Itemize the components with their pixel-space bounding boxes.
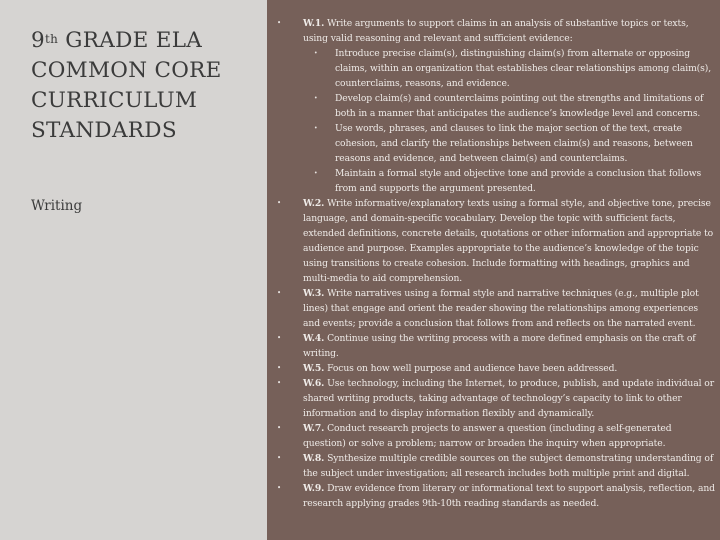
bullet-icon: • (277, 289, 282, 297)
sub-item (314, 121, 715, 166)
bullet-icon: • (277, 424, 282, 432)
title-panel (0, 0, 267, 540)
standard-w3 (277, 286, 715, 331)
standard-w2 (277, 196, 715, 286)
standard-w4 (277, 331, 715, 361)
standard-code: W.9. (303, 483, 325, 494)
bullet-icon: • (314, 95, 318, 102)
bullet-icon: • (277, 364, 282, 372)
standard-code: W.4. (303, 333, 325, 344)
bullet-icon: • (277, 199, 282, 207)
bullet-icon: • (277, 484, 282, 492)
bullet-icon: • (314, 170, 318, 177)
sub-item (314, 166, 715, 196)
standard-code: W.3. (303, 288, 325, 299)
sub-item (314, 91, 715, 121)
standard-code: W.2. (303, 198, 325, 209)
grade-number: 9 (31, 28, 45, 53)
standard-text: Synthesize multiple credible sources on the subject demonstrating understanding of the subject under investigation; all research includes both multiple print and digital. (303, 453, 714, 479)
title-line-3: CURRICULUM (31, 88, 198, 113)
title-line-1-rest: GRADE ELA (65, 28, 203, 53)
sub-item-text: Maintain a formal style and objective tone and provide a conclusion that follows from and supports the argument presented. (335, 168, 702, 194)
standard-w9 (277, 481, 715, 511)
standard-w1 (277, 16, 715, 46)
standard-code: W.1. (303, 18, 325, 29)
sub-item-text: Introduce precise claim(s), distinguishing claim(s) from alternate or opposing claims, within an organization that establishes clear relationships among claim(s), counterclaims, reasons, and evidence. (335, 48, 712, 89)
grade-suffix: th (44, 32, 59, 46)
standard-text: Write informative/explanatory texts using a formal style, and objective tone, precise language, and domain-specific vocabulary. Develop the topic with sufficient facts, extended definitions, concrete details, quotations or other information and appropriate to audience and purpose. Examples appropriate to the audience’s knowledge of the topic using transitions to create cohesion. Include formatting with headings, graphics and multi-media to aid comprehension. (303, 198, 714, 284)
bullet-icon: • (277, 19, 282, 27)
standard-w8 (277, 451, 715, 481)
sub-item-text: Use words, phrases, and clauses to link the major section of the text, create cohesion, and clarify the relationships between claim(s) and reasons, between reasons and evidence, and between claim(s) and counterclaims. (335, 123, 693, 164)
standard-w6 (277, 376, 715, 421)
bullet-icon: • (314, 125, 318, 132)
bullet-icon: • (277, 454, 282, 462)
standard-text: Write narratives using a formal style and narrative techniques (e.g., multiple plot lines) that engage and orient the reader showing the relationships among experiences and events; provide a conclusion that follows from and reflects on the narrated event. (303, 288, 699, 329)
bullet-icon: • (314, 50, 318, 57)
bullet-icon: • (277, 334, 282, 342)
bullet-icon: • (277, 379, 282, 387)
standard-text: Draw evidence from literary or informational text to support analysis, reflection, and research applying grades 9th-10th reading standards as needed. (303, 483, 715, 509)
title-line-4: STANDARDS (31, 118, 177, 143)
standard-code: W.5. (303, 363, 325, 374)
standard-text: Focus on how well purpose and audience have been addressed. (327, 363, 618, 374)
slide-title (31, 26, 256, 146)
standard-w5 (277, 361, 715, 376)
standard-text: Write arguments to support claims in an analysis of substantive topics or texts, using valid reasoning and relevant and sufficient evidence: (303, 18, 689, 44)
standard-code: W.6. (303, 378, 325, 389)
standard-text: Conduct research projects to answer a question (including a self-generated question) or solve a problem; narrow or broaden the inquiry when appropriate. (303, 423, 672, 449)
sub-item-text: Develop claim(s) and counterclaims pointing out the strengths and limitations of both in a manner that anticipates the audience’s knowledge level and concerns. (335, 93, 704, 119)
standard-text: Use technology, including the Internet, to produce, publish, and update individual or shared writing products, taking advantage of technology’s capacity to link to other information and to display information flexibly and dynamically. (303, 378, 715, 419)
sub-item (314, 46, 715, 91)
slide-subtitle: Writing (31, 198, 83, 214)
standard-w7 (277, 421, 715, 451)
standard-code: W.7. (303, 423, 325, 434)
standard-code: W.8. (303, 453, 325, 464)
title-line-2: COMMON CORE (31, 58, 222, 83)
standard-text: Continue using the writing process with a more defined emphasis on the craft of writing. (303, 333, 696, 359)
title-line-1 (31, 26, 256, 56)
standards-list (277, 16, 715, 511)
